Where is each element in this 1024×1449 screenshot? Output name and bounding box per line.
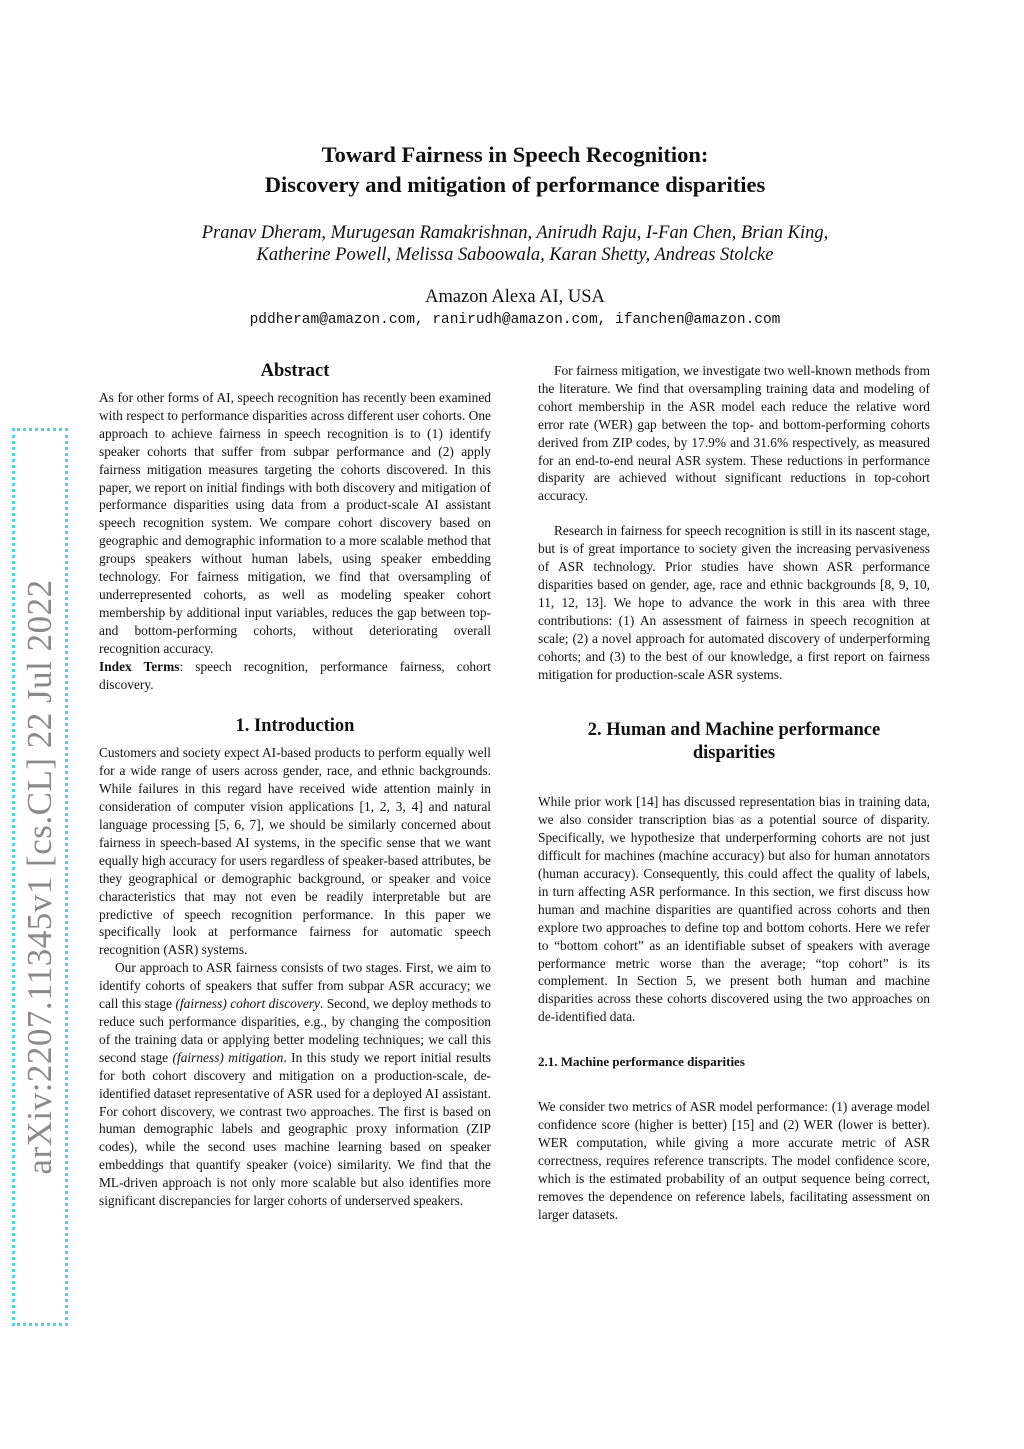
paper-title-line-2: Discovery and mitigation of performance disparities	[264, 172, 766, 197]
section-2-heading-line-1: 2. Human and Machine performance	[587, 720, 881, 741]
introduction-heading: 1. Introduction	[235, 716, 355, 737]
section-2-heading-line-2: disparities	[692, 743, 776, 764]
index-terms-label: Index Terms	[99, 658, 180, 674]
index-terms-text: : speech recognition, performance fairness, cohort discovery.	[99, 658, 491, 692]
affiliation: Amazon Alexa AI, USA	[425, 287, 605, 307]
intro-p2-part-c: . Second, we deploy methods to reduce such performance disparities, e.g., by changing the composition of the training data or applying better modeling techniques; we call this second stage	[99, 996, 492, 1065]
arxiv-stamp[interactable]	[12, 428, 68, 1326]
intro-p2-part-a: Our approach to ASR fairness consists of two stages. First, we aim to identify cohorts of speakers that suffer from subpar ASR accuracy; we call this stage	[99, 960, 491, 1012]
abstract-body: As for other forms of AI, speech recognition has recently been examined with respect to performance disparities across different user cohorts. One approach to achieve fairness in speech recognition is to (1) identify speaker cohorts that suffer from subpar performance and (2) apply fairness mitigation measures targeting the cohorts discovered. In this paper, we report on initial findings with both discovery and mitigation of performance disparities using data from a product-scale AI assistant speech recognition system. We compare cohort discovery based on geographic and demographic information to a more scalable method that groups speakers without human labels, using speaker embedding technology. For fairness mitigation, we find that oversampling of underrepresented cohorts, as well as modeling speaker cohort membership by additional input variables, reduces the gap between top- and bottom-performing cohorts, without deteriorating overall recognition accuracy.	[99, 390, 491, 656]
subsection-2-1-paragraph: We consider two metrics of ASR model performance: (1) average model confidence score (higher is better) [15] and (2) WER (lower is better). WER computation, while giving a more accurate metric of ASR correctness, requires reference transcripts. The model confidence score, which is the estimated probability of an output sequence being correct, removes the dependence on reference labels, facilitating assessment on larger datasets.	[538, 1099, 930, 1222]
abstract-heading: Abstract	[260, 361, 330, 381]
authors-line-2: Katherine Powell, Melissa Saboowala, Karan Shetty, Andreas Stolcke	[256, 245, 774, 265]
title-block	[100, 140, 930, 329]
section-2-paragraph: While prior work [14] has discussed representation bias in training data, we also consider transcription bias as a potential source of disparity. Specifically, we hypothesize that underperforming cohorts are not just difficult for machines (machine accuracy) but also for human annotators (human accuracy). Consequently, this could affect the quality of labels, in turn affecting ASR performance. In this section, we first discuss how human and machine disparities are quantified across cohorts and then explore two approaches to define top and bottom cohorts. Here we refer to “bottom cohort” as an identifiable subset of speakers with average performance metric worse than the average; “top cohort” is its complement. In Section 5, we present both human and machine disparities across these cohorts discovered using the two approaches on de-identified data.	[538, 794, 930, 1025]
subsection-2-1-heading: 2.1. Machine performance disparities	[538, 1054, 745, 1070]
research-paragraph: Research in fairness for speech recognition is still in its nascent stage, but is of great importance to society given the increasing pervasiveness of ASR technology. Prior studies have shown ASR performance disparities based on gender, age, race and ethnic backgrounds [8, 9, 10, 11, 12, 13]. We hope to advance the work in this area with three contributions: (1) An assessment of fairness in speech recognition at scale; (2) a novel approach for automated discovery of underperforming cohorts; and (3) to the best of our knowledge, a first report on fairness mitigation for production-scale ASR systems.	[538, 523, 930, 682]
term-cohort-discovery: (fairness) cohort discovery	[175, 996, 320, 1012]
intro-paragraph-2	[99, 959, 491, 1210]
arxiv-stamp-text: arXiv:2207.11345v1 [cs.CL] 22 Jul 2022	[20, 579, 59, 1175]
mitigation-paragraph: For fairness mitigation, we investigate two well-known methods from the literature. We find that oversampling training data and modeling of cohort membership in the ASR model each reduce the relative word error rate (WER) gap between the top- and bottom-performing cohorts derived from ZIP codes, by 17.9% and 31.6% respectively, as measured for an end-to-end neural ASR system. These reductions in performance disparity are achieved without significant reductions in top-cohort accuracy.	[538, 363, 930, 504]
index-terms	[99, 658, 491, 694]
authors-line-1: Pranav Dheram, Murugesan Ramakrishnan, Anirudh Raju, I-Fan Chen, Brian King,	[201, 223, 829, 243]
intro-paragraph-1: Customers and society expect AI-based products to perform equally well for a wide range of users across gender, race, and ethnic backgrounds. While failures in this regard have received wide attention mainly in consideration of computer vision applications [1, 2, 3, 4] and natural language processing [5, 6, 7], we should be similarly concerned about fairness in speech-based AI systems, in the specific sense that we want equally high accuracy for users regardless of speaker-based attributes, be they geographical or demographic background, or speaker and voice characteristics that may not even be readily interpretable but are predictive of speech recognition performance. In this paper we specifically look at performance fairness for automatic speech recognition (ASR) systems.	[99, 745, 491, 958]
author-emails[interactable]: pddheram@amazon.com, ranirudh@amazon.com, ifanchen@amazon.com	[249, 312, 781, 328]
authors	[100, 222, 930, 266]
left-column	[99, 360, 491, 1210]
intro-p2-part-e: . In this study we report initial results for both cohort discovery and mitigation on a production-scale, de-identified dataset representative of ASR used for a deployed AI assistant. For cohort discovery, we contrast two approaches. The first is based on human demographic labels and geographic proxy information (ZIP codes), while the second uses machine learning based on speaker embeddings that quantify speaker (voice) similarity. We find that the ML-driven approach is not only more scalable but also identifies more significant discrepancies for larger cohorts of underserved speakers.	[99, 1049, 491, 1209]
term-mitigation: (fairness) mitigation	[172, 1049, 284, 1065]
paper-title-line-1: Toward Fairness in Speech Recognition:	[321, 142, 709, 167]
section-2-heading	[538, 719, 930, 765]
right-column	[538, 362, 930, 1224]
